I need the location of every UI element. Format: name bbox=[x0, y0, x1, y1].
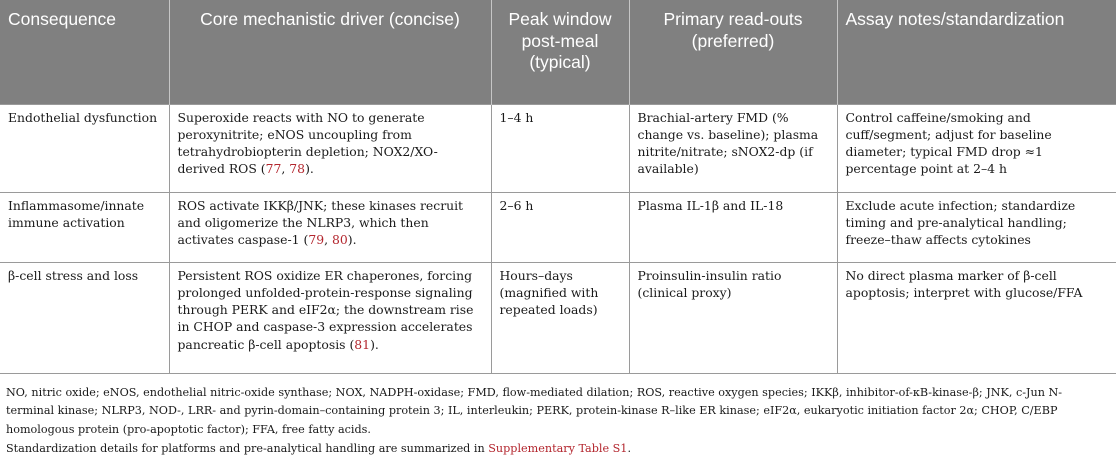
driver-suffix: ). bbox=[370, 336, 379, 352]
reference-link[interactable]: 77 bbox=[265, 161, 282, 177]
driver-text: Persistent ROS oxidize ER chaperones, forcing prolonged unfolded-protein-response signaling through PERK and eIF2α; the downstream rise in CHOP and caspase-3 expression accelerates pancreatic β-cell apoptosis ( bbox=[177, 267, 474, 352]
cell-assay-notes: Exclude acute infection; standardize timing and pre-analytical handling; freeze–thaw affects cytokines bbox=[837, 192, 1116, 262]
cell-readouts: Plasma IL-1β and IL-18 bbox=[629, 192, 837, 262]
supplementary-table-link[interactable]: Supplementary Table S1 bbox=[488, 442, 628, 455]
standardization-suffix: . bbox=[627, 442, 631, 455]
header-peak-window: Peak window post-meal (typical) bbox=[491, 0, 629, 104]
cell-readouts: Brachial-artery FMD (% change vs. baseline); plasma nitrite/nitrate; sNOX2-dp (if available) bbox=[629, 104, 837, 192]
reference-link[interactable]: 78 bbox=[289, 161, 306, 177]
header-primary-readouts: Primary read-outs (preferred) bbox=[629, 0, 837, 104]
header-consequence: Consequence bbox=[8, 9, 116, 29]
driver-suffix: ). bbox=[305, 161, 314, 177]
driver-text: Superoxide reacts with NO to generate peroxynitrite; eNOS uncoupling from tetrahydrobiopterin depletion; NOX2/XO-derived ROS ( bbox=[177, 109, 438, 177]
cell-peak-window: 1–4 h bbox=[491, 104, 629, 192]
cell-driver bbox=[169, 262, 491, 373]
cell-peak-window: Hours–days (magnified with repeated loads) bbox=[491, 262, 629, 373]
abbreviations-footnote: NO, nitric oxide; eNOS, endothelial nitric-oxide synthase; NOX, NADPH-oxidase; FMD, flow-mediated dilation; ROS, reactive oxygen species; IKKβ, inhibitor-of-κB-kinase-β; JNK, c-Jun N-terminal kinase; NLRP3, NOD-, LRR- and pyrin-domain–containing protein 3; IL, interleukin; PERK, protein-kinase R–like ER kinase; eIF2α, eukaryotic initiation factor 2α; CHOP, C/EBP homologous protein (pro-apoptotic factor); FFA, free fatty acids. bbox=[6, 386, 1063, 436]
cell-driver bbox=[169, 192, 491, 262]
cell-assay-notes: No direct plasma marker of β-cell apoptosis; interpret with glucose/FFA bbox=[837, 262, 1116, 373]
table-row bbox=[0, 262, 1116, 373]
cell-readouts: Proinsulin-insulin ratio (clinical proxy) bbox=[629, 262, 837, 373]
cell-driver bbox=[169, 104, 491, 192]
reference-link[interactable]: 80 bbox=[331, 232, 348, 248]
standardization-text: Standardization details for platforms and pre-analytical handling are summarized in bbox=[6, 442, 489, 455]
reference-link[interactable]: 79 bbox=[308, 232, 325, 248]
ref-separator: , bbox=[281, 161, 290, 177]
cell-peak-window: 2–6 h bbox=[491, 192, 629, 262]
header-core-mechanistic-driver: Core mechanistic driver (concise) bbox=[169, 0, 491, 104]
cell-consequence: β-cell stress and loss bbox=[0, 262, 169, 373]
cell-consequence: Endothelial dysfunction bbox=[0, 104, 169, 192]
reference-link[interactable]: 81 bbox=[354, 336, 371, 352]
table-row bbox=[0, 192, 1116, 262]
header-row bbox=[0, 0, 1116, 104]
header-assay-notes: Assay notes/standardization bbox=[837, 0, 1116, 104]
table-row bbox=[0, 104, 1116, 192]
standardization-footnote bbox=[6, 440, 1110, 458]
driver-suffix: ). bbox=[347, 232, 357, 248]
table-header bbox=[0, 0, 1116, 104]
table-body bbox=[0, 104, 1116, 373]
cell-assay-notes: Control caffeine/smoking and cuff/segment; adjust for baseline diameter; typical FMD drop ≈1 percentage point at 2–4 h bbox=[837, 104, 1116, 192]
cell-consequence: Inflammasome/innate immune activation bbox=[0, 192, 169, 262]
driver-text: ROS activate IKKβ/JNK; these kinases recruit and oligomerize the NLRP3, which then activates caspase-1 ( bbox=[177, 197, 464, 248]
ref-separator: , bbox=[324, 232, 332, 248]
